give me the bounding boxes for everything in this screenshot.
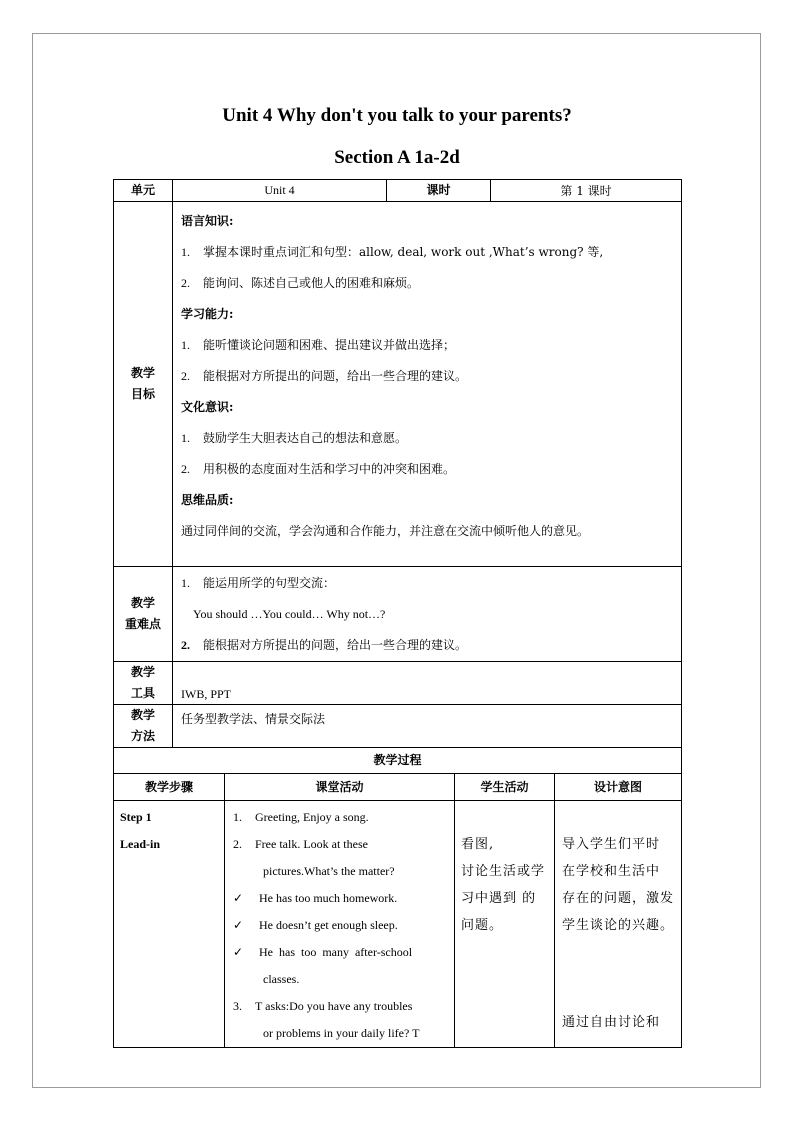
unit-value: Unit 4 — [173, 180, 387, 202]
process-heading-row — [114, 748, 682, 774]
knowledge-item: 1. 掌握本课时重点词汇和句型：allow, deal, work out ,What’s wrong? 等, — [181, 245, 604, 259]
header-row — [114, 180, 682, 202]
objectives-row — [114, 202, 682, 567]
document-subtitle: Section A 1a-2d — [334, 147, 460, 168]
column-header-activities: 课堂活动 — [225, 774, 455, 801]
knowledge-heading: 语言知识: — [181, 214, 234, 228]
checkmark-icon: ✓ — [233, 945, 244, 959]
activity-item: 3. T asks:Do you have any troubles — [233, 999, 413, 1013]
tools-row — [114, 662, 682, 705]
student-activity-line: 看图, — [461, 837, 495, 852]
knowledge-item: 2. 能询问、陈述自己或他人的困难和麻烦。 — [181, 276, 420, 290]
student-activity-line: 讨论生活或学 — [461, 864, 546, 879]
activity-item: 1. Greeting, Enjoy a song. — [233, 810, 369, 824]
step1-cell — [114, 801, 225, 1048]
lesson-plan-table — [113, 179, 682, 1048]
student-activity-line: 问题。 — [461, 918, 504, 933]
student-activity-cell — [455, 801, 555, 1048]
period-label: 课时 — [387, 180, 491, 202]
thinking-heading: 思维品质: — [181, 493, 234, 507]
ability-item: 2. 能根据对方所提出的问题，给出一些合理的建议。 — [181, 369, 468, 383]
checklist-item: ✓ He has too many after-school — [233, 939, 454, 966]
step1-row — [114, 801, 682, 1048]
key-point-sentence: You should …You could… Why not…? — [193, 607, 386, 621]
key-points-content — [173, 567, 682, 662]
checklist-item: ✓ He has too much homework. — [233, 885, 454, 912]
key-point-item: 1. 能运用所学的句型交流： — [181, 576, 336, 590]
methods-row — [114, 705, 682, 748]
tools-value: IWB, PPT — [173, 662, 682, 705]
activity-item-continued: or problems in your daily life? T — [263, 1026, 420, 1040]
ability-heading: 学习能力: — [181, 307, 234, 321]
column-header-student: 学生活动 — [455, 774, 555, 801]
activity-item: 2. Free talk. Look at these — [233, 837, 368, 851]
objectives-content — [173, 202, 682, 567]
checklist-item-continued: classes. — [263, 972, 300, 986]
design-intent-line: 存在的问题，激发 — [562, 891, 675, 906]
methods-value: 任务型教学法、情景交际法 — [173, 705, 682, 748]
culture-heading: 文化意识: — [181, 400, 234, 414]
design-intent-cell — [555, 801, 682, 1048]
methods-label: 教学 方法 — [114, 705, 173, 748]
objectives-label: 教学 目标 — [114, 202, 173, 567]
column-header-steps: 教学步骤 — [114, 774, 225, 801]
ability-item: 1. 能听懂谈论问题和困难、提出建议并做出选择； — [181, 338, 456, 352]
checkmark-icon: ✓ — [233, 891, 244, 905]
key-points-label: 教学 重难点 — [114, 567, 173, 662]
culture-item: 1. 鼓励学生大胆表达自己的想法和意愿。 — [181, 431, 408, 445]
process-heading: 教学过程 — [114, 748, 682, 774]
document-title: Unit 4 Why don't you talk to your parents? — [222, 105, 572, 126]
tools-label: 教学 工具 — [114, 662, 173, 705]
period-value: 第 1 课时 — [491, 180, 682, 202]
culture-item: 2. 用积极的态度面对生活和学习中的冲突和困难。 — [181, 462, 456, 476]
design-intent-line: 通过自由讨论和 — [562, 1015, 661, 1030]
step-subtitle: Lead-in — [120, 837, 161, 851]
activity-item-continued: pictures.What’s the matter? — [263, 864, 395, 878]
design-intent-line: 学生谈论的兴趣。 — [562, 918, 675, 933]
step-title: Step 1 — [120, 810, 152, 824]
checklist-item: ✓ He doesn’t get enough sleep. — [233, 912, 454, 939]
unit-label: 单元 — [114, 180, 173, 202]
key-point-item: 2. 能根据对方所提出的问题，给出一些合理的建议。 — [181, 638, 468, 652]
design-intent-line: 在学校和生活中 — [562, 864, 661, 879]
process-columns-row — [114, 774, 682, 801]
design-intent-line: 导入学生们平时 — [562, 837, 661, 852]
activities-cell — [225, 801, 455, 1048]
student-activity-line: 习中遇到 的 — [461, 891, 537, 906]
thinking-text: 通过同伴间的交流，学会沟通和合作能力，并注意在交流中倾听他人的意见。 — [181, 524, 590, 538]
column-header-intent: 设计意图 — [555, 774, 682, 801]
key-points-row — [114, 567, 682, 662]
checkmark-icon: ✓ — [233, 918, 244, 932]
